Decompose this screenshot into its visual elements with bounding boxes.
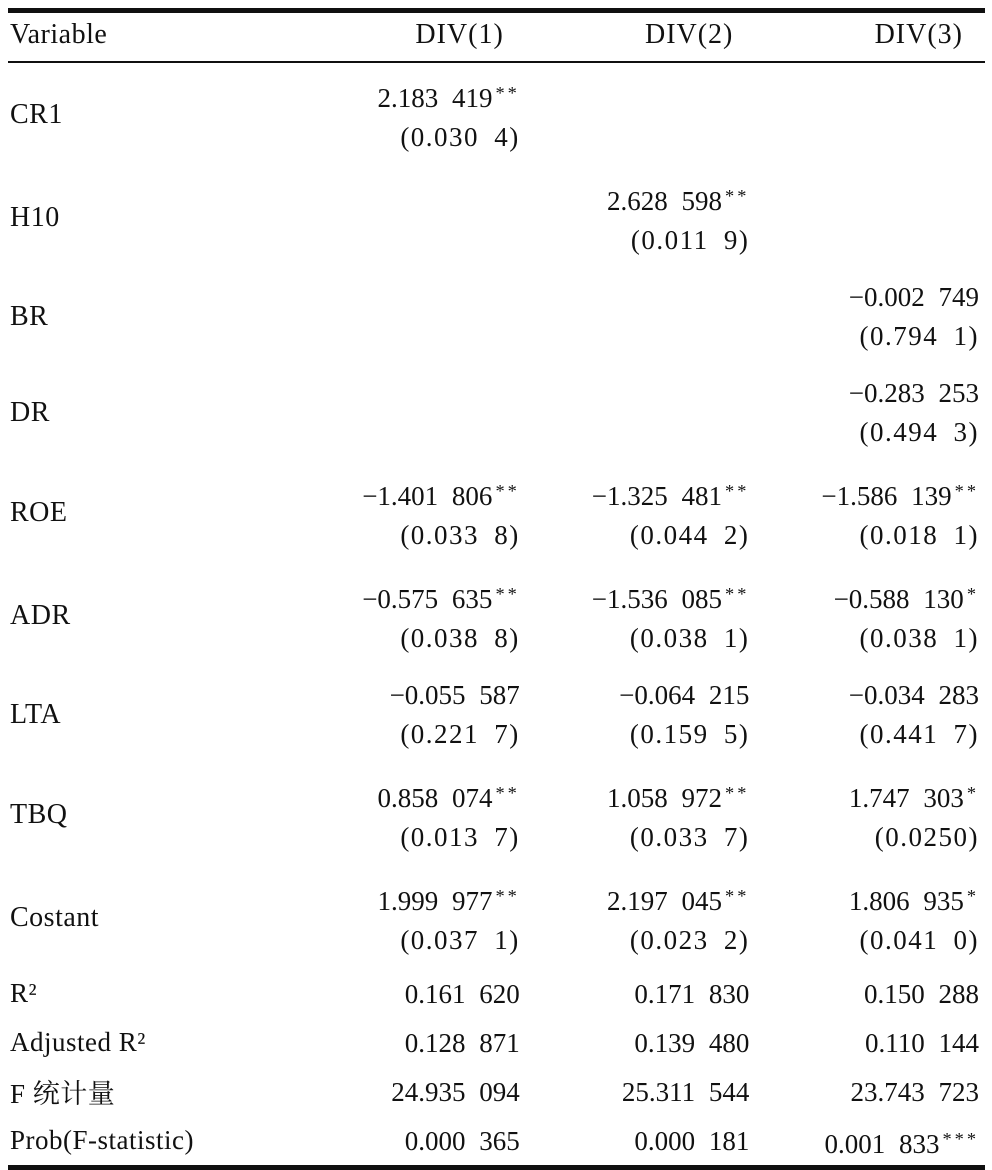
statistic-row (8, 1067, 985, 1116)
p-value: (0.041 0) (859, 925, 979, 955)
p-value: (0.221 7) (400, 719, 520, 749)
row-label: R² (10, 978, 38, 1008)
significance-stars: ** (725, 481, 750, 501)
p-value: (0.011 9) (630, 225, 750, 255)
statistic-cell (755, 1018, 985, 1067)
coefficient-cell (526, 461, 756, 564)
coefficient-row (8, 62, 985, 166)
coefficient-value (756, 979, 979, 1009)
statistic-row (8, 1018, 985, 1067)
coefficient-cell (755, 269, 985, 365)
coefficient-value (527, 175, 750, 221)
row-label: DR (10, 397, 50, 428)
number: 0.001 833 (824, 1129, 940, 1159)
number: 24.935 094 (391, 1076, 520, 1107)
coefficient-value (756, 772, 979, 818)
p-value: (0.033 7) (629, 822, 750, 852)
number: −0.575 635 (362, 584, 493, 614)
number: 0.000 181 (634, 1125, 750, 1156)
statistic-cell (301, 1018, 526, 1067)
coefficient-cell (526, 62, 756, 166)
p-value: (0.033 8) (400, 520, 520, 550)
significance-stars: * (966, 886, 979, 906)
number: 1.999 977 (377, 886, 493, 916)
coefficient-row (8, 866, 985, 969)
coefficient-cell (301, 269, 526, 365)
coefficient-cell (301, 763, 526, 866)
significance-stars: ** (495, 481, 520, 501)
table-header (8, 11, 985, 63)
coefficient-cell (526, 269, 756, 365)
coefficient-value (302, 875, 520, 921)
coefficient-cell (755, 564, 985, 667)
p-value: (0.159 5) (629, 719, 750, 749)
coefficient-value (756, 1077, 979, 1107)
coefficient-row (8, 365, 985, 461)
coefficient-cell (301, 866, 526, 969)
statistic-cell (755, 1067, 985, 1116)
number: 1.747 303 (848, 783, 964, 813)
p-value: (0.0250) (874, 822, 979, 852)
coefficient-value (756, 676, 979, 715)
number: 23.743 723 (850, 1076, 979, 1107)
p-value: (0.494 3) (859, 417, 979, 447)
coefficient-cell (526, 564, 756, 667)
regression-table (8, 8, 985, 1170)
coefficient-value (527, 470, 750, 516)
statistic-cell (526, 1067, 756, 1116)
coefficient-cell (526, 166, 756, 269)
significance-stars: * (966, 584, 979, 604)
coefficient-row (8, 564, 985, 667)
number: 0.171 830 (634, 978, 750, 1009)
coefficient-value (527, 979, 750, 1009)
p-value: (0.018 1) (859, 520, 979, 550)
coefficient-cell (301, 365, 526, 461)
statistic-cell (301, 1067, 526, 1116)
significance-stars: ** (495, 783, 520, 803)
significance-stars: ** (495, 886, 520, 906)
coefficient-cell (301, 564, 526, 667)
coefficient-value (756, 875, 979, 921)
coefficient-cell (301, 166, 526, 269)
coefficient-cell (301, 667, 526, 763)
statistic-cell (526, 969, 756, 1018)
coefficient-value (527, 676, 750, 715)
coefficient-cell (755, 866, 985, 969)
coefficient-cell (526, 763, 756, 866)
statistic-cell (526, 1018, 756, 1067)
statistic-cell (301, 1116, 526, 1168)
number: −0.283 253 (848, 378, 979, 408)
number: 0.110 144 (865, 1027, 979, 1058)
significance-stars: ** (495, 83, 520, 103)
column-header-div3: DIV(3) (755, 11, 985, 63)
coefficient-value (756, 1028, 979, 1058)
statistic-cell (755, 1116, 985, 1168)
header-row (8, 11, 985, 63)
coefficient-value (302, 979, 520, 1009)
row-label: ROE (10, 496, 68, 528)
number: 0.150 288 (864, 978, 979, 1009)
p-value: (0.038 8) (400, 623, 520, 653)
coefficient-cell (755, 461, 985, 564)
coefficient-value (302, 470, 520, 516)
coefficient-value (302, 1126, 520, 1156)
row-label: TBQ (10, 798, 68, 830)
significance-stars: *** (942, 1129, 979, 1149)
row-label: Adjusted R² (10, 1027, 146, 1057)
number: 2.183 419 (377, 83, 493, 113)
coefficient-row (8, 166, 985, 269)
significance-stars: ** (954, 481, 979, 501)
number: 2.628 598 (607, 186, 723, 216)
number: 25.311 544 (621, 1076, 750, 1107)
statistic-cell (755, 969, 985, 1018)
coefficient-row (8, 763, 985, 866)
number: −0.034 283 (848, 680, 979, 710)
number: 0.000 365 (404, 1125, 520, 1156)
number: −0.588 130 (833, 584, 964, 614)
number: 1.058 972 (607, 783, 723, 813)
coefficient-value (527, 875, 750, 921)
coefficient-cell (755, 166, 985, 269)
significance-stars: * (966, 783, 979, 803)
coefficient-row (8, 269, 985, 365)
number: −1.325 481 (591, 481, 723, 511)
coefficient-value (756, 470, 979, 516)
p-value: (0.013 7) (400, 822, 520, 852)
coefficient-cell (755, 667, 985, 763)
p-value: (0.044 2) (629, 520, 750, 550)
p-value: (0.794 1) (859, 321, 979, 351)
row-label: LTA (10, 699, 62, 730)
column-header-div1: DIV(1) (301, 11, 526, 63)
row-label: F 统计量 (10, 1079, 116, 1109)
coefficient-value (302, 676, 520, 715)
coefficient-value (756, 573, 979, 619)
p-value: (0.030 4) (400, 122, 520, 152)
coefficient-value (302, 573, 520, 619)
p-value: (0.038 1) (859, 623, 979, 653)
number: 0.161 620 (404, 978, 520, 1009)
coefficient-cell (755, 763, 985, 866)
number: 0.128 871 (404, 1027, 520, 1058)
p-value: (0.038 1) (629, 623, 750, 653)
number: 2.197 045 (607, 886, 723, 916)
coefficient-row (8, 667, 985, 763)
p-value: (0.037 1) (400, 925, 520, 955)
coefficient-cell (526, 667, 756, 763)
coefficient-value (756, 1122, 979, 1159)
table-body (8, 62, 985, 1168)
number: −0.055 587 (389, 680, 520, 710)
coefficient-cell (755, 62, 985, 166)
statistic-row (8, 1116, 985, 1168)
number: −0.064 215 (619, 680, 750, 710)
p-value: (0.023 2) (629, 925, 750, 955)
significance-stars: ** (725, 186, 750, 206)
coefficient-value (302, 772, 520, 818)
row-label: BR (10, 301, 49, 332)
row-label: Prob(F-statistic) (10, 1125, 194, 1155)
row-label: H10 (10, 201, 60, 233)
coefficient-value (302, 72, 520, 118)
coefficient-row (8, 461, 985, 564)
column-header-div2: DIV(2) (526, 11, 756, 63)
coefficient-cell (301, 461, 526, 564)
number: −0.002 749 (848, 282, 979, 312)
row-label: Costant (10, 901, 100, 933)
coefficient-value (302, 1077, 520, 1107)
significance-stars: ** (495, 584, 520, 604)
number: 0.139 480 (634, 1027, 750, 1058)
statistic-cell (301, 969, 526, 1018)
coefficient-value (527, 772, 750, 818)
row-label: ADR (10, 599, 71, 631)
coefficient-value (302, 1028, 520, 1058)
number: −1.401 806 (362, 481, 493, 511)
coefficient-cell (526, 365, 756, 461)
coefficient-value (527, 1077, 750, 1107)
coefficient-value (527, 1126, 750, 1156)
coefficient-value (527, 573, 750, 619)
coefficient-value (527, 1028, 750, 1058)
p-value: (0.441 7) (859, 719, 979, 749)
number: −1.536 085 (591, 584, 723, 614)
significance-stars: ** (725, 783, 750, 803)
number: 1.806 935 (848, 886, 964, 916)
significance-stars: ** (725, 886, 750, 906)
coefficient-cell (755, 365, 985, 461)
number: 0.858 074 (377, 783, 493, 813)
coefficient-value (756, 278, 979, 317)
statistic-cell (526, 1116, 756, 1168)
coefficient-cell (301, 62, 526, 166)
row-label: CR1 (10, 98, 63, 130)
coefficient-cell (526, 866, 756, 969)
coefficient-value (756, 374, 979, 413)
statistic-row (8, 969, 985, 1018)
number: −1.586 139 (821, 481, 952, 511)
significance-stars: ** (725, 584, 750, 604)
column-header-variable: Variable (8, 11, 301, 63)
